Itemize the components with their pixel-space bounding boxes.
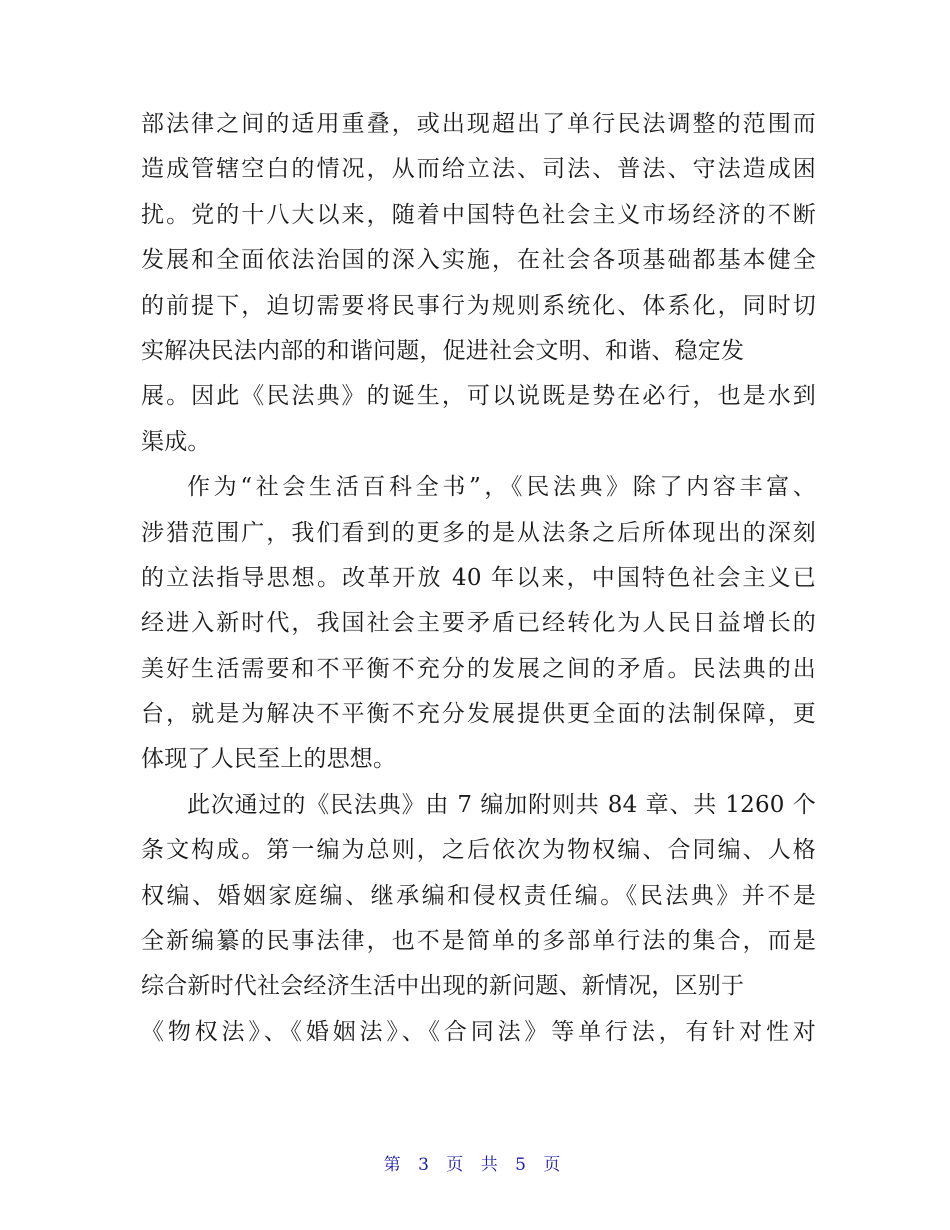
body-text (141, 102, 816, 1055)
text-line: 部法律之间的适用重叠，或出现超出了单行民法调整的范围而 (141, 111, 816, 137)
text-line: 渠成。 (141, 428, 211, 455)
text-line: 经进入新时代，我国社会主要矛盾已经转化为人民日益增长的 (141, 610, 816, 637)
text-line: 实解决民法内部的和谐问题，促进社会文明、和谐、稳定发 (141, 337, 745, 364)
text-line: 扰。党的十八大以来，随着中国特色社会主义市场经济的不断 (141, 201, 816, 228)
text-line: 的立法指导思想。改革开放 40 年以来，中国特色社会主义已 (141, 564, 816, 591)
text-line: 作为“社会生活百科全书”，《民法典》除了内容丰富、 (187, 474, 816, 501)
text-line: 条文构成。第一编为总则，之后依次为物权编、合同编、人格 (141, 837, 816, 864)
page-number: 第 3 页 共 5 页 (383, 1155, 567, 1175)
text-line: 《物权法》、《婚姻法》、《合同法》等单行法，有针对性对 (141, 1018, 816, 1045)
text-line: 台，就是为解决不平衡不充分发展提供更全面的法制保障，更 (141, 701, 816, 728)
text-line: 发展和全面依法治国的深入实施，在社会各项基础都基本健全 (141, 247, 816, 274)
text-line: 美好生活需要和不平衡不充分的发展之间的矛盾。民法典的出 (141, 655, 816, 682)
text-line: 综合新时代社会经济生活中出现的新问题、新情况，区别于 (141, 973, 745, 1000)
text-line: 展。因此《民法典》的诞生，可以说既是势在必行，也是水到 (141, 383, 816, 410)
text-line: 体现了人民至上的思想。 (141, 746, 397, 773)
text-line: 造成管辖空白的情况，从而给立法、司法、普法、守法造成困 (141, 156, 816, 183)
text-line: 此次通过的《民法典》由 7 编加附则共 84 章、共 1260 个 (187, 791, 816, 818)
text-line: 涉猎范围广，我们看到的更多的是从法条之后所体现出的深刻 (141, 519, 816, 546)
text-line: 权编、婚姻家庭编、继承编和侵权责任编。《民法典》并不是 (141, 882, 816, 909)
text-line: 全新编纂的民事法律，也不是简单的多部单行法的集合，而是 (141, 928, 816, 955)
text-line: 的前提下，迫切需要将民事行为规则系统化、体系化，同时切 (141, 292, 816, 319)
